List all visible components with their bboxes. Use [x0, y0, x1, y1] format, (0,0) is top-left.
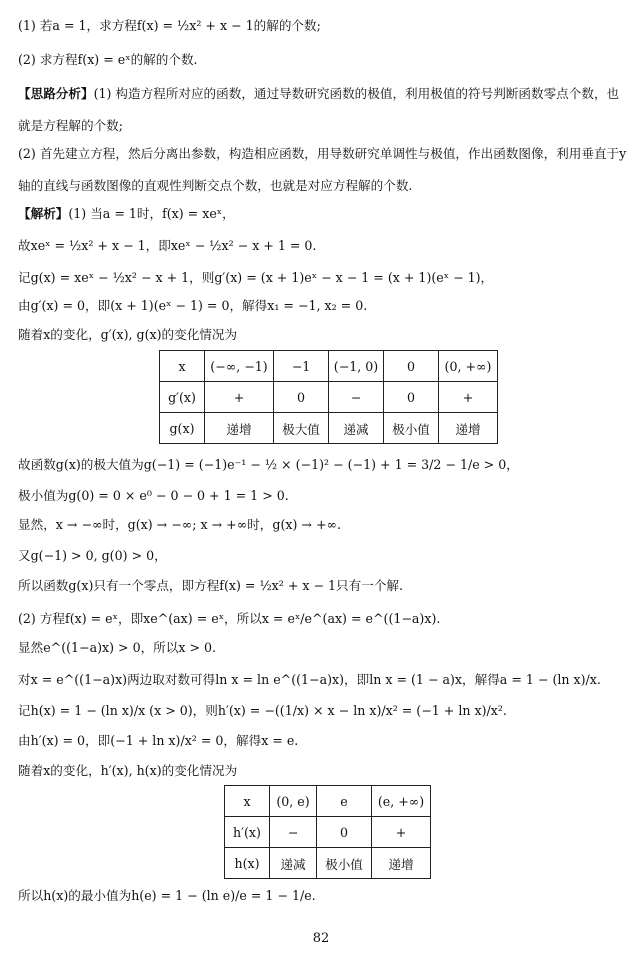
solution-line-3: 记g(x) = xeˣ − ½x² − x + 1，则g′(x) = (x + 1)eˣ − x − 1 = (x + 1)(eˣ − 1)，	[18, 270, 494, 285]
table-cell: (−∞, −1)	[205, 351, 274, 382]
solution-line-12: 显然e^((1−a)x) > 0，所以x > 0.	[18, 640, 217, 655]
solution-line-7: 极小值为g(0) = 0 × e⁰ − 0 − 0 + 1 = 1 > 0.	[18, 488, 289, 503]
table-cell: +	[439, 382, 498, 413]
table-cell: x	[225, 786, 270, 817]
table-cell: −	[329, 382, 384, 413]
table-cell: 0	[317, 817, 372, 848]
table-cell: h(x)	[225, 848, 270, 879]
table-cell: −1	[274, 351, 329, 382]
table-cell: (e, +∞)	[372, 786, 431, 817]
h-variation-table	[224, 785, 431, 879]
question-1: (1) 若a = 1，求方程f(x) = ½x² + x − 1的解的个数;	[18, 18, 321, 33]
solution-line-2: 故xeˣ = ½x² + x − 1，即xeˣ − ½x² − x + 1 = 0.	[18, 238, 317, 253]
solution-line-13: 对x = e^((1−a)x)两边取对数可得ln x = ln e^((1−a)x)，即ln x = (1 − a)x，解得a = 1 − (ln x)/x.	[18, 672, 601, 687]
table-cell: 极小值	[384, 413, 439, 444]
table-cell: (0, e)	[270, 786, 317, 817]
solution-line-14: 记h(x) = 1 − (ln x)/x (x > 0)，则h′(x) = −((1/x) × x − ln x)/x² = (−1 + ln x)/x².	[18, 703, 507, 718]
solution-line-17: 所以h(x)的最小值为h(e) = 1 − (ln e)/e = 1 − 1/e.	[18, 888, 316, 903]
table-row	[160, 382, 498, 413]
table-cell: −	[270, 817, 317, 848]
page-number: 82	[312, 931, 330, 946]
table-cell: +	[372, 817, 431, 848]
analysis-text-1: (1) 构造方程所对应的函数，通过导数研究函数的极值，利用极值的符号判断函数零点个数，也就是方程解的个数;	[18, 86, 620, 133]
solution-line-10: 所以函数g(x)只有一个零点，即方程f(x) = ½x² + x − 1只有一个解.	[18, 578, 404, 593]
table-cell: g′(x)	[160, 382, 205, 413]
solution-line-16: 随着x的变化，h′(x), h(x)的变化情况为	[18, 763, 238, 778]
solution-line-1	[18, 206, 628, 222]
solution-line-9: 又g(−1) > 0, g(0) > 0，	[18, 548, 167, 563]
solution-line-8: 显然，x → −∞时，g(x) → −∞; x → +∞时，g(x) → +∞.	[18, 517, 341, 532]
table-cell: 递增	[372, 848, 431, 879]
table-cell: 递增	[439, 413, 498, 444]
table-cell: (0, +∞)	[439, 351, 498, 382]
g-variation-table	[159, 350, 498, 444]
table-row	[160, 413, 498, 444]
table-cell: +	[205, 382, 274, 413]
table-cell: 0	[384, 382, 439, 413]
analysis-paragraph-2: (2) 首先建立方程，然后分离出参数，构造相应函数，用导数研究单调性与极值，作出函数图像，利用垂直于y轴的直线与函数图像的直观性判断交点个数，也就是对应方程解的个数.	[18, 146, 627, 193]
table-cell: 递减	[329, 413, 384, 444]
solution-line-4: 由g′(x) = 0，即(x + 1)(eˣ − 1) = 0，解得x₁ = −1, x₂ = 0.	[18, 298, 368, 313]
table-cell: 0	[274, 382, 329, 413]
table-cell: h′(x)	[225, 817, 270, 848]
table-cell: x	[160, 351, 205, 382]
table-cell: e	[317, 786, 372, 817]
table-row	[225, 786, 431, 817]
table-cell: (−1, 0)	[329, 351, 384, 382]
table-cell: 极小值	[317, 848, 372, 879]
solution-line-11: (2) 方程f(x) = eˣ，即xe^(ax) = eˣ，所以x = eˣ/e^(ax) = e^((1−a)x).	[18, 611, 441, 626]
analysis-paragraph-1	[18, 78, 628, 142]
solution-line-6: 故函数g(x)的极大值为g(−1) = (−1)e⁻¹ − ½ × (−1)² − (−1) + 1 = 3/2 − 1/e > 0，	[18, 457, 519, 472]
table-cell: g(x)	[160, 413, 205, 444]
solution-text-1: (1) 当a = 1时，f(x) = xeˣ，	[68, 206, 235, 221]
solution-line-15: 由h′(x) = 0，即(−1 + ln x)/x² = 0，解得x = e.	[18, 733, 299, 748]
solution-label: 【解析】	[18, 206, 69, 221]
analysis-label: 【思路分析】	[18, 86, 94, 101]
table-row	[160, 351, 498, 382]
solution-line-5: 随着x的变化，g′(x), g(x)的变化情况为	[18, 327, 238, 342]
table-cell: 递增	[205, 413, 274, 444]
table-cell: 极大值	[274, 413, 329, 444]
question-2: (2) 求方程f(x) = eˣ的解的个数.	[18, 52, 198, 67]
table-cell: 递减	[270, 848, 317, 879]
table-row	[225, 817, 431, 848]
table-row	[225, 848, 431, 879]
table-cell: 0	[384, 351, 439, 382]
